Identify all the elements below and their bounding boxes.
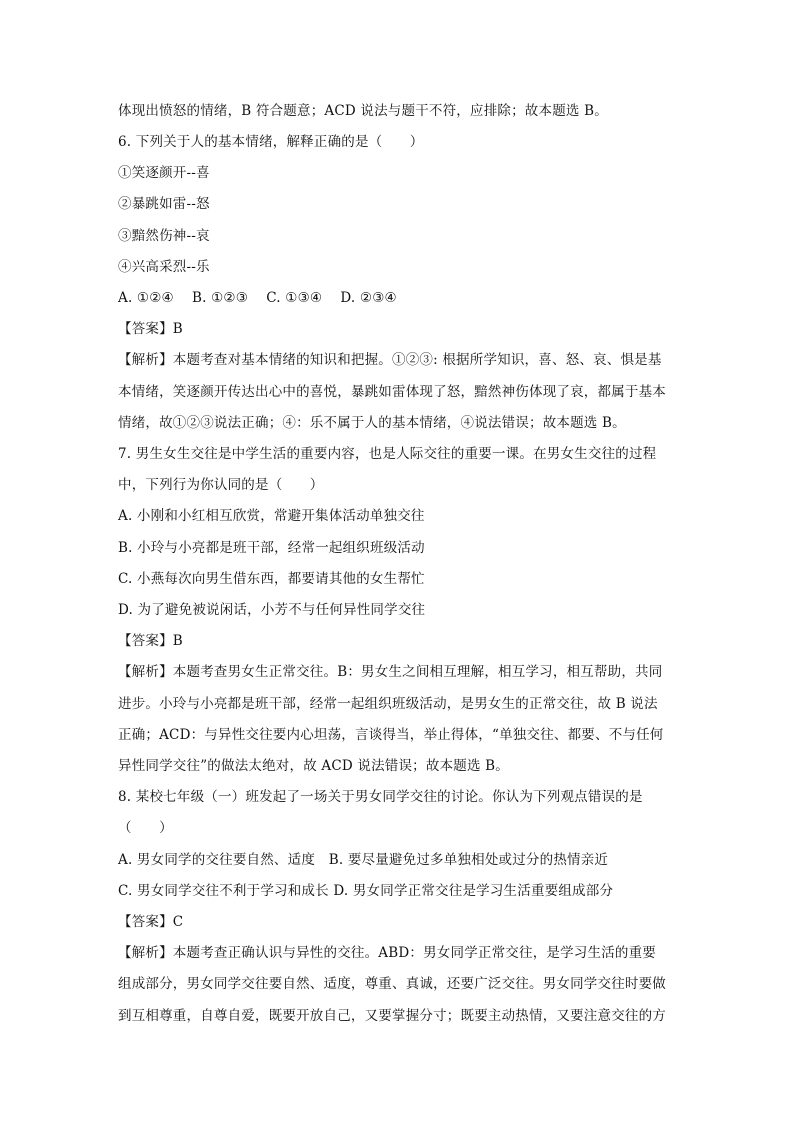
question-6-analysis: 【解析】本题考查对基本情绪的知识和把握。①②③: 根据所学知识，喜、怒、哀、惧是基: [118, 352, 662, 368]
question-7-option-c: C. 小燕每次向男生借东西，都要请其他的女生帮忙: [118, 571, 425, 587]
question-7-stem: 7. 男生女生交往是中学生活的重要内容，也是人际交往的重要一课。在男女生交往的过程: [118, 446, 657, 462]
question-8-options-ab: A. 男女同学的交往要自然、适度 B. 要尽量避免过多单独相处或过分的热情亲近: [118, 852, 609, 868]
question-8-answer: 【答案】C: [118, 914, 184, 930]
question-7-analysis: 【解析】本题考查男女生正常交往。B：男女生之间相互理解，相互学习，相互帮助，共同: [118, 664, 663, 680]
question-8-analysis: 到互相尊重，自尊自爱，既要开放自己，又要掌握分寸；既要主动热情，又要注意交往的方: [118, 1008, 666, 1024]
question-7-analysis: 正确；ACD：与异性交往要内心坦荡，言谈得当，举止得体，“单独交往、都要、不与任何: [118, 727, 664, 743]
question-6-analysis: 情绪，故①②③说法正确；④：乐不属于人的基本情绪，④说法错误；故本题选 B。: [118, 415, 626, 431]
question-7-option-b: B. 小玲与小亮都是班干部，经常一起组织班级活动: [118, 540, 425, 556]
question-6-item-2: ②暴跳如雷--怒: [118, 196, 210, 212]
question-7-answer: 【答案】B: [118, 633, 183, 649]
question-7-analysis: 进步。小玲与小亮都是班干部，经常一起组织班级活动，是男女生的正常交往，故 B 说法: [118, 696, 658, 712]
question-7-analysis: 异性同学交往”的做法太绝对，故 ACD 说法错误；故本题选 B。: [118, 758, 509, 774]
question-6-item-4: ④兴高采烈--乐: [118, 259, 210, 275]
text-line: 体现出愤怒的情绪，B 符合题意；ACD 说法与题干不符，应排除；故本题选 B。: [118, 103, 608, 119]
question-8-stem: （ ）: [118, 820, 173, 836]
question-8-stem: 8. 某校七年级（一）班发起了一场关于男女同学交往的讨论。你认为下列观点错误的是: [118, 789, 643, 805]
question-6-analysis: 本情绪，笑逐颜开传达出心中的喜悦，暴跳如雷体现了怒，黯然神伤体现了哀，都属于基本: [118, 384, 666, 400]
question-6-item-1: ①笑逐颜开--喜: [118, 165, 210, 181]
question-6-stem: 6. 下列关于人的基本情绪，解释正确的是（ ）: [118, 134, 424, 150]
question-6-item-3: ③黯然伤神--哀: [118, 228, 210, 244]
question-8-options-cd: C. 男女同学交往不利于学习和成长 D. 男女同学正常交往是学习生活重要组成部分: [118, 883, 614, 899]
question-7-option-a: A. 小刚和小红相互欣赏，常避开集体活动单独交往: [118, 508, 425, 524]
question-8-analysis: 【解析】本题考查正确认识与异性的交往。ABD：男女同学正常交往，是学习生活的重要: [118, 945, 656, 961]
question-6-answer: 【答案】B: [118, 321, 183, 337]
question-7-option-d: D. 为了避免被说闲话，小芳不与任何异性同学交往: [118, 602, 426, 618]
question-7-stem: 中，下列行为你认同的是（ ）: [118, 477, 324, 493]
question-6-options: A. ①②④ B. ①②③ C. ①③④ D. ②③④: [118, 290, 397, 306]
question-8-analysis: 组成部分，男女同学交往要自然、适度，尊重、真诚，还要广泛交往。男女同学交往时要做: [118, 976, 666, 992]
